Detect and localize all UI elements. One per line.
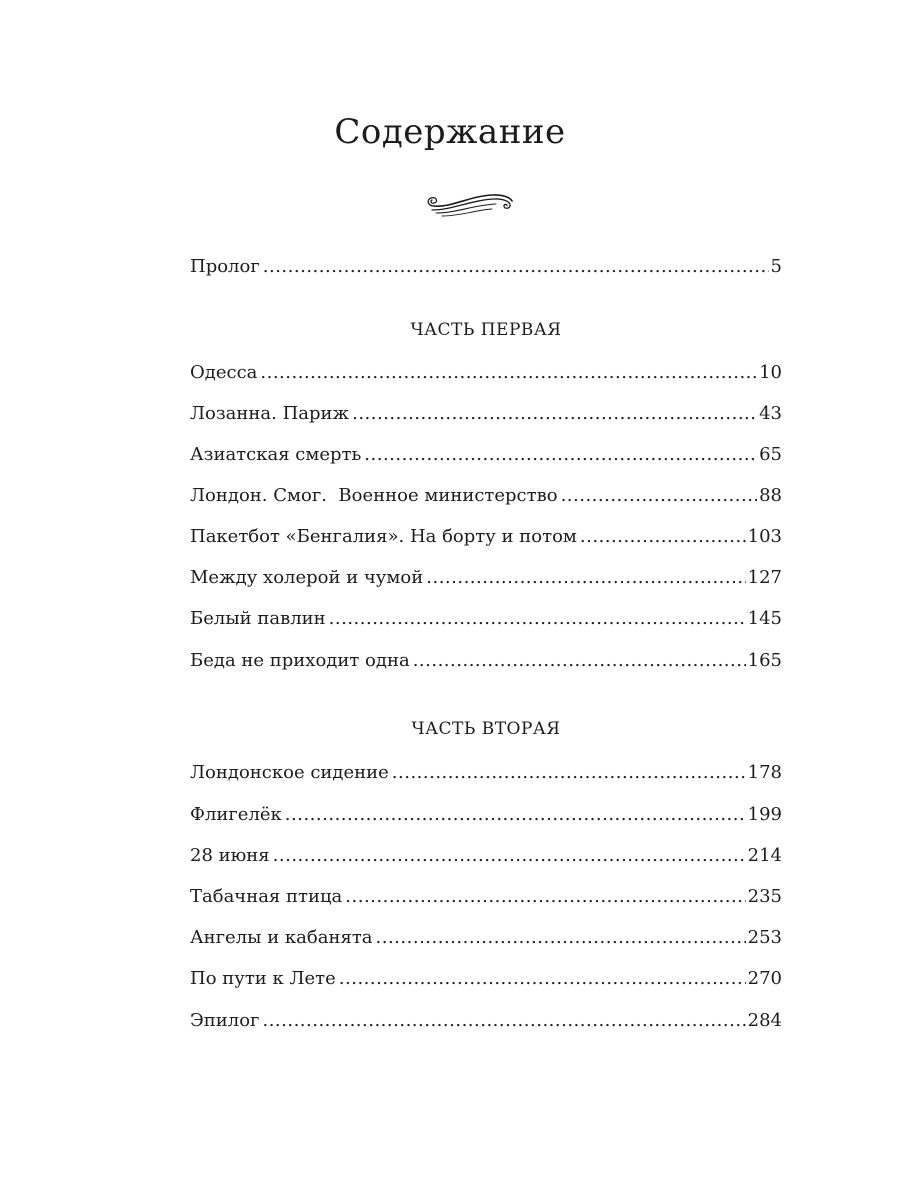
toc-entry	[190, 802, 782, 828]
toc-entry-page: 5	[770, 256, 782, 277]
toc-entry	[190, 1008, 782, 1034]
toc-entry-title: Табачная птица	[190, 886, 343, 907]
toc-entry	[190, 760, 782, 786]
toc-entry	[190, 648, 782, 674]
toc-entry-page: 65	[759, 444, 782, 465]
toc-entry-page: 270	[747, 968, 782, 989]
toc-entry-page: 10	[759, 362, 782, 383]
toc-entry-title: Азиатская смерть	[190, 444, 362, 465]
toc-entry-title: 28 июня	[190, 845, 270, 866]
toc-entry-title: Беда не приходит одна	[190, 650, 410, 671]
page-title: Содержание	[334, 112, 566, 152]
toc-entry-title: По пути к Лете	[190, 968, 336, 989]
dot-leader	[580, 524, 746, 550]
dot-leader	[273, 843, 746, 869]
flourish-ornament-icon	[420, 186, 520, 222]
toc-entry-page: 235	[747, 886, 782, 907]
dot-leader	[364, 442, 757, 468]
toc-entry-title: Лозанна. Париж	[190, 403, 350, 424]
toc-entry	[190, 884, 782, 910]
toc-entry	[190, 843, 782, 869]
toc-entry-page: 214	[747, 845, 782, 866]
toc-entry-page: 284	[747, 1010, 782, 1031]
toc-entry-page: 127	[747, 567, 782, 588]
toc-entry	[190, 483, 782, 509]
dot-leader	[262, 1008, 745, 1034]
toc-entry-page: 178	[747, 762, 782, 783]
toc-entry-title: Белый павлин	[190, 608, 326, 629]
toc-entry-title: Одесса	[190, 362, 258, 383]
dot-leader	[345, 884, 745, 910]
toc-entry-title: Пролог	[190, 256, 260, 277]
toc-entry-title: Между холерой и чумой	[190, 567, 424, 588]
toc-entry	[190, 565, 782, 591]
dot-leader	[352, 401, 757, 427]
dot-leader	[339, 966, 746, 992]
toc-entry	[190, 966, 782, 992]
dot-leader	[263, 254, 769, 280]
toc-entry	[190, 442, 782, 468]
dot-leader	[392, 760, 746, 786]
toc-entry-page: 165	[747, 650, 782, 671]
part-heading-1: ЧАСТЬ ПЕРВАЯ	[410, 320, 562, 340]
toc-entry-title: Пакетбот «Бенгалия». На борту и потом	[190, 526, 577, 547]
toc-entry-page: 88	[759, 485, 782, 506]
toc-entry-page: 103	[747, 526, 782, 547]
toc-entry-title: Лондонское сидение	[190, 762, 389, 783]
toc-entry	[190, 606, 782, 632]
toc-entry-page: 43	[759, 403, 782, 424]
toc-entry	[190, 524, 782, 550]
dot-leader	[561, 483, 758, 509]
toc-entry-title: Ангелы и кабанята	[190, 927, 373, 948]
part-heading-2: ЧАСТЬ ВТОРАЯ	[411, 719, 561, 739]
dot-leader	[376, 925, 746, 951]
toc-entry-title: Лондон. Смог. Военное министерство	[190, 485, 558, 506]
dot-leader	[426, 565, 745, 591]
toc-entry	[190, 925, 782, 951]
toc-entry-title: Эпилог	[190, 1010, 260, 1031]
toc-entry	[190, 401, 782, 427]
dot-leader	[260, 360, 757, 386]
toc-entry-page: 199	[747, 804, 782, 825]
dot-leader	[413, 648, 746, 674]
toc-entry-page: 145	[747, 608, 782, 629]
toc-entry-title: Флигелёк	[190, 804, 282, 825]
dot-leader	[285, 802, 746, 828]
toc-entry-prolog	[190, 254, 782, 280]
dot-leader	[329, 606, 746, 632]
toc-entry-page: 253	[747, 927, 782, 948]
toc-entry	[190, 360, 782, 386]
